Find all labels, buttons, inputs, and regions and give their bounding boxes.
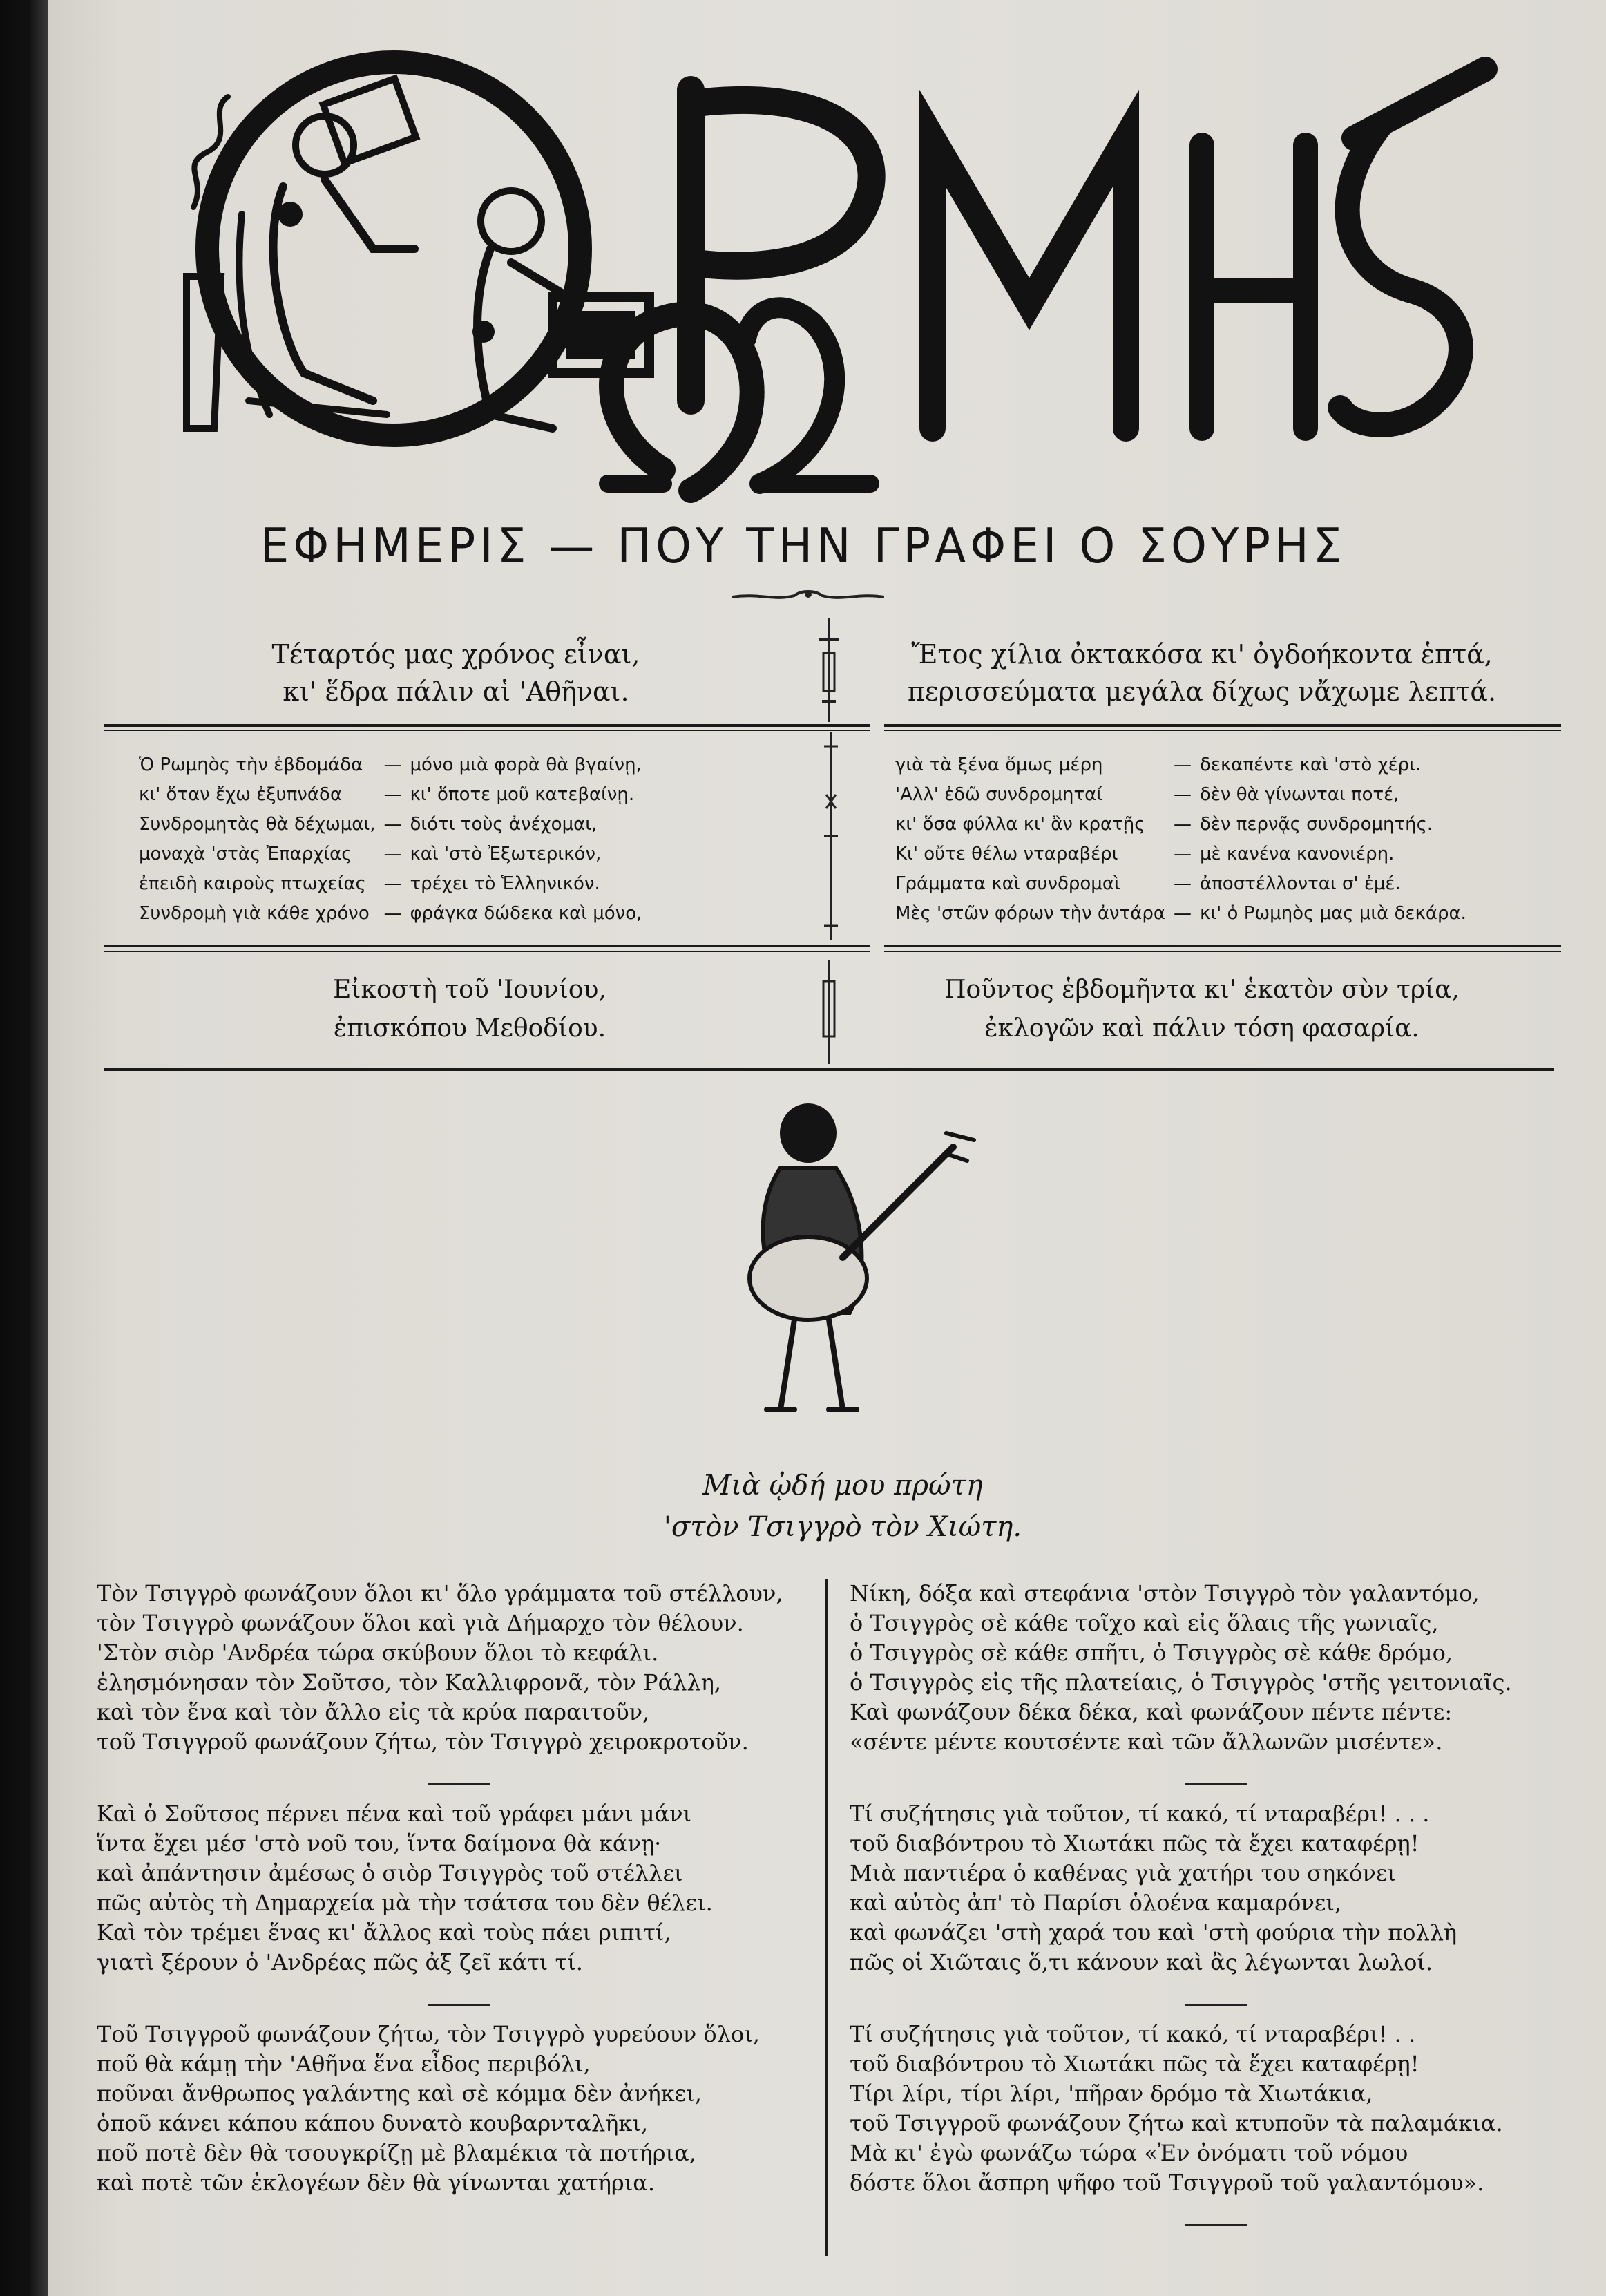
rule: [104, 724, 870, 727]
poem-line: δόστε ὅλοι ἄσπρη ψῆφο τοῦ Τσιγγροῦ τοῦ γαλαντόμου».: [850, 2170, 1484, 2196]
poem-stanza: [97, 1799, 822, 1977]
poem-line: Καὶ τὸν τρέμει ἕνας κι' ἄλλος καὶ τοὺς πάει ριπιτί,: [97, 1919, 671, 1946]
poem-line: καὶ ποτὲ τῶν ἐκλογέων δὲν θὰ γίνωνται χατήρια.: [97, 2170, 656, 2196]
stanza-separator: [1185, 1783, 1247, 1785]
stanza-separator: [428, 2004, 490, 2006]
subscription-cell: τρέχει τὸ Ἑλληνικόν.: [410, 873, 600, 894]
letter-sigma: [1340, 69, 1485, 425]
year-info-left: [249, 636, 663, 710]
poem-stanza: [850, 1799, 1582, 1977]
poem-line: Τί συζήτησις γιὰ τοῦτον, τί κακό, τί νταραβέρι! . .: [850, 2021, 1416, 2047]
subscription-cell: φράγκα δώδεκα καὶ μόνο,: [410, 902, 642, 924]
poem-line: ὁ Τσιγγρὸς σὲ κάθε σπῆτι, ὁ Τσιγγρὸς σὲ κάθε δρόμο,: [850, 1640, 1453, 1666]
dash-separator: —: [383, 873, 402, 894]
poem-line: 'Στὸν σιὸρ 'Ανδρέα τώρα σκύβουν ὅλοι τὸ κεφάλι.: [97, 1640, 659, 1666]
subscription-cell: Μὲς 'στῶν φόρων τὴν ἀντάρα: [895, 902, 1165, 924]
subscription-cell: μόνο μιὰ φορὰ θὰ βγαίνῃ,: [410, 754, 642, 775]
letter-mu: [933, 138, 1126, 428]
dash-separator: —: [1174, 843, 1192, 864]
subscription-cell: ἀποστέλλονται σ' ἐμέ.: [1200, 873, 1401, 894]
subscription-cell: δὲν θὰ γίνωνται ποτέ,: [1200, 784, 1399, 805]
stanza-separator: [1185, 2004, 1247, 2006]
info-line: Τέταρτός μας χρόνος εἶναι,: [271, 639, 640, 670]
binding-edge: [0, 0, 48, 2296]
poem-line: καὶ ἀπάντησιν ἀμέσως ὁ σιὸρ Τσιγγρὸς τοῦ στέλλει: [97, 1860, 683, 1886]
subscription-cell: ἐπειδὴ καιροὺς πτωχείας: [139, 873, 366, 894]
dash-separator: —: [383, 843, 402, 864]
subscription-row: [891, 779, 1471, 809]
rule: [104, 1068, 1554, 1071]
flourish-ornament: [732, 586, 884, 607]
dash-separator: —: [1174, 813, 1192, 835]
poem-line: πῶς αὐτὸς τὴ Δημαρχεία μὰ τὴν τσάτσα του δὲν θέλει.: [97, 1890, 713, 1916]
poem-line: Μιὰ παντιέρα ὁ καθένας γιὰ χατήρι του σηκόνει: [850, 1860, 1396, 1886]
figure-head: [782, 1106, 834, 1161]
subscription-row: [135, 898, 646, 928]
rule: [884, 724, 1561, 727]
subscription-cell: κι' ὅποτε μοῦ κατεβαίνῃ.: [410, 784, 635, 805]
poem-line: Τίρι λίρι, τίρι λίρι, 'πῆραν δρόμο τὰ Χιωτάκια,: [850, 2080, 1373, 2107]
poem-stanza: [850, 2020, 1582, 2198]
poem-line: τοῦ Τσιγγροῦ φωνάζουν ζήτω καὶ κτυποῦν τὰ παλαμάκια.: [850, 2110, 1503, 2136]
rule: [104, 945, 870, 947]
poem-stanza: [97, 1579, 822, 1757]
year-info-right: [898, 636, 1506, 710]
poem-line: ὁ Τσιγγρὸς σὲ κάθε τοῖχο καὶ εἰς ὅλαις τῆς γωνιαῖς,: [850, 1610, 1439, 1636]
poem-stanza: [97, 2020, 822, 2198]
date-right: [898, 971, 1506, 1048]
rule: [884, 730, 1561, 731]
rule: [104, 730, 870, 731]
masthead-logo: [166, 41, 1506, 511]
subscription-row: [135, 750, 646, 779]
poem-line: Νίκη, δόξα καὶ στεφάνια 'στὸν Τσιγγρὸ τὸν γαλαντόμο,: [850, 1580, 1480, 1606]
poem-line: Καὶ φωνάζουν δέκα δέκα, καὶ φωνάζουν πέντε πέντε:: [850, 1699, 1453, 1725]
dash-separator: —: [383, 813, 402, 835]
subscription-left: [135, 750, 646, 928]
date-line: Ποῦντος ἑβδομῆντα κι' ἑκατὸν σὺν τρία,: [944, 976, 1460, 1004]
letter-eta: [1202, 145, 1306, 428]
poem-line: ὁ Τσιγγρὸς εἰς τῆς πλατείαις, ὁ Τσιγγρὸς 'στῆς γειτονιαῖς.: [850, 1669, 1512, 1696]
poem-line: Τοῦ Τσιγγροῦ φωνάζουν ζήτω, τὸν Τσιγγρὸ γυρεύουν ὅλοι,: [97, 2021, 760, 2047]
poem-line: ἐλησμόνησαν τὸν Σοῦτσο, τὸν Καλλιφρονᾶ, τὸν Ράλλη,: [97, 1669, 722, 1696]
poem-line: καὶ αὐτὸς ἀπ' τὸ Παρίσι ὁλοένα καμαρόνει,: [850, 1890, 1342, 1916]
poem-line: ὁποῦ κάνει κάπου κάπου δυνατὸ κουβαρνταλῆκι,: [97, 2110, 649, 2136]
subscription-row: [135, 779, 646, 809]
poem-title-line: Μιὰ ᾠδή μου πρώτη: [702, 1470, 983, 1501]
subscription-cell: καὶ 'στὸ Ἐξωτερικόν,: [410, 843, 602, 864]
info-line: περισσεύματα μεγάλα δίχως νἄχωμε λεπτά.: [907, 676, 1497, 707]
info-line: Ἔτος χίλια ὀκτακόσα κι' ὀγδοήκοντα ἑπτά,: [911, 639, 1493, 670]
stanza-separator: [428, 1783, 490, 1785]
subscription-row: [135, 839, 646, 869]
poem-line: ποῦ θὰ κάμῃ τὴν 'Αθῆνα ἕνα εἶδος περιβόλι,: [97, 2051, 591, 2077]
poem-line: Μὰ κι' ἐγὼ φωνάζω τώρα «Ἐν ὀνόματι τοῦ νόμου: [850, 2140, 1408, 2166]
subscription-cell: δὲν περνᾷς συνδρομητής.: [1200, 813, 1433, 835]
stanza-separator: [1185, 2224, 1247, 2226]
child-head: [481, 191, 542, 252]
poem-line: Καὶ ὁ Σοῦτσος πέρνει πένα καὶ τοῦ γράφει μάνι μάνι: [97, 1801, 692, 1827]
subscription-row: [891, 809, 1471, 839]
subscription-row: [891, 898, 1471, 928]
poem-title: [594, 1465, 1091, 1548]
subscription-cell: Ὁ Ρωμηὸς τὴν ἑβδομάδα: [139, 754, 363, 775]
dash-separator: —: [1174, 902, 1192, 924]
subscription-cell: διότι τοὺς ἀνέχομαι,: [410, 813, 598, 835]
poem-column-left: [97, 1579, 822, 2224]
poem-line: καὶ φωνάζει 'στὴ χαρά του καὶ 'στὴ φούρια τὴν πολλὴ: [850, 1919, 1457, 1946]
subscription-row: [891, 750, 1471, 779]
poem-line: τοῦ διαβόντρου τὸ Χιωτάκι πῶς τὰ ἔχει καταφέρῃ!: [850, 2051, 1419, 2077]
ornament-column: [821, 732, 841, 940]
dash-separator: —: [1174, 754, 1192, 775]
subscription-cell: μὲ κανένα κανονιέρη.: [1200, 843, 1395, 864]
subscription-row: [891, 839, 1471, 869]
column-divider: [825, 1579, 828, 2256]
rule: [884, 951, 1561, 952]
poem-line: πῶς οἱ Χιῶταις ὅ,τι κάνουν καὶ ἂς λέγωνται λωλοί.: [850, 1949, 1433, 1975]
rule: [104, 951, 870, 952]
masthead-art: [166, 41, 1506, 511]
subscription-row: [135, 809, 646, 839]
dash-separator: —: [383, 784, 402, 805]
poem-line: γιατὶ ξέρουν ὁ 'Ανδρέας πῶς ἀξ ζεῖ κάτι τί.: [97, 1949, 583, 1975]
date-line: ἐκλογῶν καὶ πάλιν τόση φασαρία.: [984, 1014, 1419, 1043]
poem-line: ποῦναι ἄνθρωπος γαλάντης καὶ σὲ κόμμα δὲν ἀνήκει,: [97, 2080, 702, 2107]
poem-line: ἵντα ἔχει μέσ 'στὸ νοῦ του, ἵντα δαίμονα θὰ κάνῃ·: [97, 1830, 662, 1857]
mandolin-player-illustration: [725, 1092, 1015, 1423]
date-line: ἐπισκόπου Μεθοδίου.: [333, 1014, 606, 1043]
poem-line: τὸν Τσιγγρὸ φωνάζουν ὅλοι καὶ γιὰ Δήμαρχο τὸν θέλουν.: [97, 1610, 744, 1636]
dash-separator: —: [383, 902, 402, 924]
date-line: Εἰκοστὴ τοῦ 'Ιουνίου,: [333, 976, 606, 1004]
poem-stanza: [850, 1579, 1582, 1757]
poem-line: καὶ τὸν ἕνα καὶ τὸν ἄλλο εἰς τὰ κρύα παραιτοῦν,: [97, 1699, 650, 1725]
poem-line: τοῦ Τσιγγροῦ φωνάζουν ζήτω, τὸν Τσιγγρὸ χειροκροτοῦν.: [97, 1729, 749, 1755]
dash-separator: —: [1174, 873, 1192, 894]
poem-line: «σέντε μέντε κουτσέντε καὶ τῶν ἄλλωνῶν μισέντε».: [850, 1729, 1443, 1755]
poem-column-right: [850, 1579, 1582, 2240]
subscription-cell: Συνδρομὴ γιὰ κάθε χρόνο: [139, 902, 370, 924]
dash-separator: —: [383, 754, 402, 775]
subscription-right: [891, 750, 1471, 928]
subscription-cell: κι' ὅσα φύλλα κι' ἂν κρατῇς: [895, 813, 1145, 835]
poem-line: ποῦ ποτὲ δὲν θὰ τσουγκρίζῃ μὲ βλαμέκια τὰ ποτήρια,: [97, 2140, 696, 2166]
masthead-subtitle: ΕΦΗΜΕΡΙΣ — ΠΟΥ ΤΗΝ ΓΡΑΦΕΙ Ο ΣΟΥΡΗΣ: [260, 518, 1346, 574]
subscription-cell: κι' ὁ Ρωμηὸς μας μιὰ δεκάρα.: [1200, 902, 1466, 924]
subscription-cell: 'Αλλ' ἐδῶ συνδρομηταί: [895, 784, 1103, 805]
subscription-cell: γιὰ τὰ ξένα ὅμως μέρη: [895, 754, 1103, 775]
poem-line: Τί συζήτησις γιὰ τοῦτον, τί κακό, τί νταραβέρι! . . .: [850, 1801, 1430, 1827]
dash-separator: —: [1174, 784, 1192, 805]
poem-line: τοῦ διαβόντρου τὸ Χιωτάκι πῶς τὰ ἔχει καταφέρῃ!: [850, 1830, 1419, 1857]
rule: [884, 945, 1561, 947]
subscription-cell: Συνδρομητὰς θὰ δέχωμαι,: [139, 813, 376, 835]
subscription-cell: κι' ὅταν ἔχω ἐξυπνάδα: [139, 784, 343, 805]
ornament-vertical: [812, 618, 846, 722]
ornament-vertical: [815, 960, 843, 1064]
subscription-row: [135, 869, 646, 898]
subscription-cell: μοναχὰ 'στὰς Ἐπαρχίας: [139, 843, 352, 864]
subscription-cell: Γράμματα καὶ συνδρομαὶ: [895, 873, 1120, 894]
info-line: κι' ἕδρα πάλιν αἱ 'Αθῆναι.: [283, 676, 629, 707]
poem-line: Τὸν Τσιγγρὸ φωνάζουν ὅλοι κι' ὅλο γράμματα τοῦ στέλλουν,: [97, 1580, 783, 1606]
date-left: [276, 971, 663, 1048]
poem-title-line: 'στὸν Τσιγγρὸ τὸν Χιώτη.: [663, 1511, 1022, 1543]
subscription-row: [891, 869, 1471, 898]
subscription-cell: Κι' οὔτε θέλω νταραβέρι: [895, 843, 1118, 864]
subscription-cell: δεκαπέντε καὶ 'στὸ χέρι.: [1200, 754, 1422, 775]
